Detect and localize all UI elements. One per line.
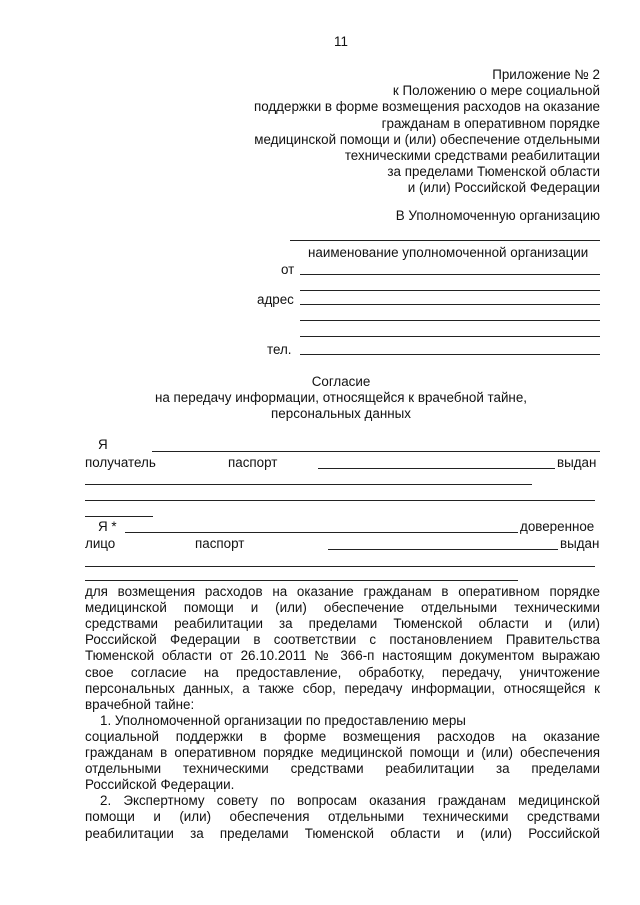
- body-line: медицинской помощи и (или) обеспечение отдельными техническими: [85, 600, 600, 616]
- address-line-2: [300, 320, 600, 321]
- body-line: Тюменской области от 26.10.2011 № 366-п настоящим документом выражаю: [85, 648, 600, 664]
- body-line: социальной поддержки в форме возмещения расходов на оказание: [85, 728, 600, 744]
- body-line: реабилитации за пределами Тюменской области и (или) Российской: [85, 825, 600, 841]
- address-line-3: [300, 336, 600, 337]
- body-line: свое согласие на предоставление, обработку, передачу, уничтожение: [85, 664, 600, 680]
- body-line: помощи и (или) обеспечения отдельными техническими средствами: [85, 809, 600, 825]
- org-name-caption: наименование уполномоченной организации: [308, 245, 589, 260]
- recipient-name-line: [152, 451, 600, 452]
- passport-line: [318, 468, 555, 469]
- appendix-line: техническими средствами реабилитации: [344, 148, 600, 163]
- issued-line-4: [85, 566, 595, 567]
- body-line: гражданам в оперативном порядке медицинской помощи и (или) обеспечения: [85, 745, 600, 760]
- page-number: 11: [334, 34, 348, 49]
- trusted-label: доверенное: [520, 519, 595, 534]
- appendix-line: за пределами Тюменской области: [387, 164, 600, 180]
- appendix-line: к Положению о мере социальной: [392, 83, 600, 99]
- appendix-line: медицинской помощи и (или) обеспечение отдельными: [254, 131, 600, 147]
- passport-label-2: паспорт: [195, 536, 245, 551]
- issued-label-2: выдан: [560, 536, 600, 551]
- body-line: 1. Уполномоченной организации по предоставлению меры: [100, 712, 466, 728]
- appendix-line: Приложение № 2: [492, 67, 600, 82]
- address-label: адрес: [257, 292, 294, 307]
- body-line: Российской Федерации.: [85, 777, 235, 793]
- trusted-name-line: [125, 532, 518, 533]
- appendix-line: и (или) Российской Федерации: [407, 180, 600, 196]
- appendix-line: поддержки в форме возмещения расходов на оказание: [253, 99, 600, 115]
- ya-label: Я: [98, 437, 108, 452]
- body-line: отдельными техническими средствами реабилитации за пределами: [85, 761, 600, 777]
- body-line: 2. Экспертному совету по вопросам оказания гражданам медицинской: [100, 793, 600, 809]
- body-line: для возмещения расходов на оказание гражданам в оперативном порядке: [85, 584, 600, 599]
- appendix-line: гражданам в оперативном порядке: [381, 115, 600, 131]
- title-line-2: на передачу информации, относящейся к врачебной тайне,: [154, 390, 527, 405]
- body-line: Российской Федерации в соответствии с постановлением Правительства: [85, 632, 600, 648]
- issued-line-5: [85, 580, 518, 581]
- org-name-line: [290, 240, 600, 241]
- ya-star-label: Я *: [98, 519, 117, 534]
- body-line: врачебной тайне:: [85, 696, 195, 712]
- body-line: персональных данных, а также сбор, передачу информации, относящейся к: [85, 680, 600, 696]
- title-line-3: персональных данных: [271, 406, 411, 421]
- passport-line-2: [328, 549, 558, 550]
- person-label: лицо: [85, 536, 116, 551]
- issued-label: выдан: [557, 455, 597, 470]
- phone-label: тел.: [267, 342, 292, 357]
- from-line-2: [300, 290, 600, 291]
- from-label: от: [281, 262, 295, 277]
- body-line: средствами реабилитации за пределами Тюменской области и (или): [85, 616, 600, 632]
- issued-line: [85, 484, 532, 485]
- title: Согласие: [311, 374, 371, 389]
- issued-line-3: [85, 516, 153, 517]
- address-line: [300, 304, 600, 305]
- passport-label: паспорт: [228, 455, 278, 470]
- addressee-to: В Уполномоченную организацию: [395, 208, 600, 223]
- issued-line-2: [85, 500, 595, 501]
- from-line: [300, 274, 600, 275]
- phone-line: [300, 354, 600, 355]
- recipient-label: получатель: [85, 455, 156, 470]
